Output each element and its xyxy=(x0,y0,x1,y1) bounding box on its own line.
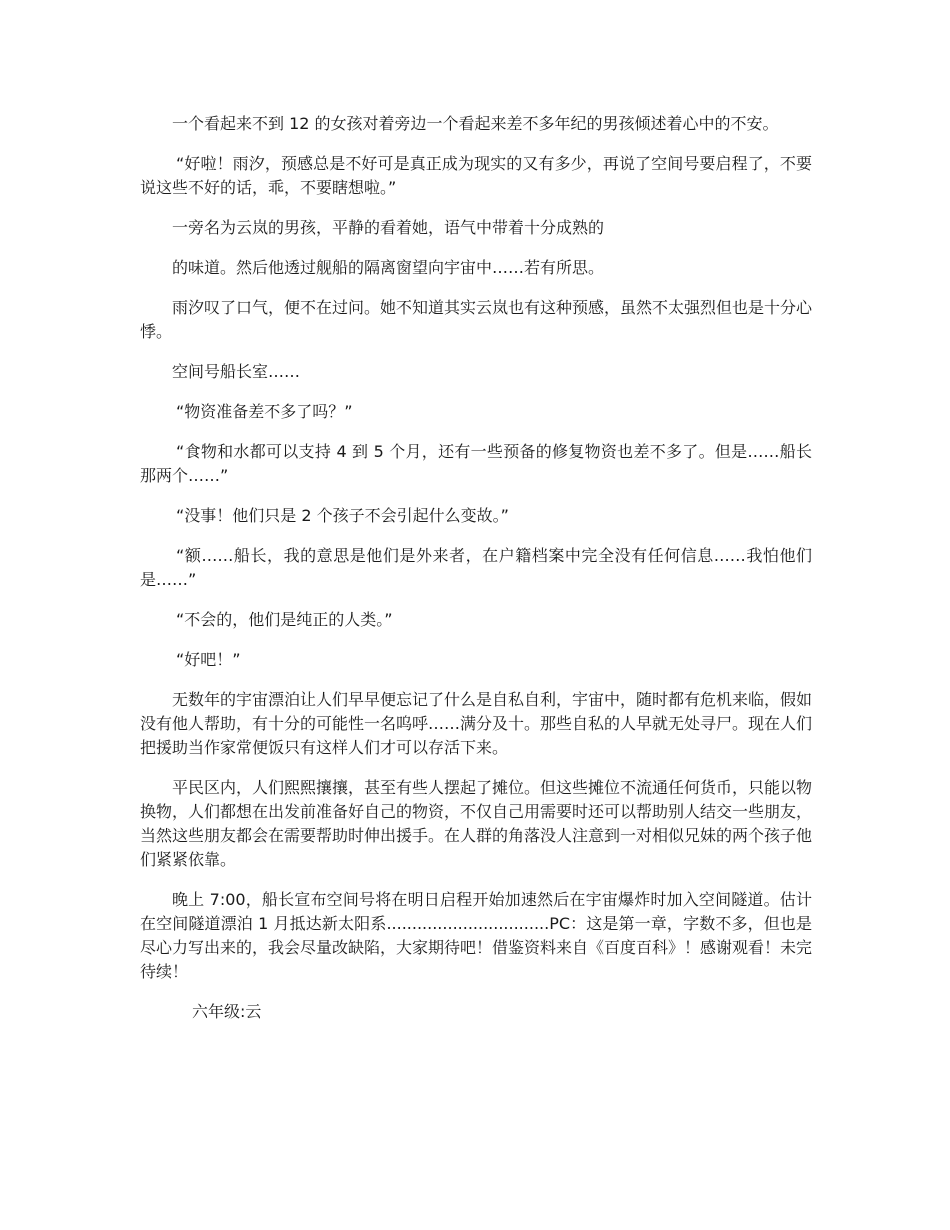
paragraph: “额……船长，我的意思是他们是外来者，在户籍档案中完全没有任何信息……我怕他们是……” xyxy=(140,546,812,589)
paragraph: 晚上 7:00，船长宣布空间号将在明日启程开始加速然后在宇宙爆炸时加入空间隧道。估计在空间隧道漂泊 1 月抵达新太阳系................................PC：这是第一章，字数不多，但也是尽心力写出来的，我会尽量改缺陷，大家期待吧！借鉴资料来自《百度百科》！感谢观看！未完待续！ xyxy=(140,890,813,981)
paragraph: “好吧！” xyxy=(176,650,241,669)
paragraph: “物资准备差不多了吗？” xyxy=(176,402,353,421)
paragraph: 雨汐叹了口气，便不在过问。她不知道其实云岚也有这种预感，虽然不太强烈但也是十分心悸。 xyxy=(140,298,813,341)
paragraph: 一旁名为云岚的男孩，平静的看着她，语气中带着十分成熟的 xyxy=(172,218,605,237)
paragraph: “没事！他们只是 2 个孩子不会引起什么变故。” xyxy=(176,506,509,525)
author-signature: 六年级:云 xyxy=(192,1002,262,1021)
paragraph: “好啦！雨汐，预感总是不好可是真正成为现实的又有多少，再说了空间号要启程了，不要说这些不好的话，乖，不要瞎想啦。” xyxy=(140,154,812,197)
paragraph: 无数年的宇宙漂泊让人们早早便忘记了什么是自私自利，宇宙中，随时都有危机来临，假如没有他人帮助，有十分的可能性一名呜呼……满分及十。那些自私的人早就无处寻尸。现在人们把援助当作家常便饭只有这样人们才可以存活下来。 xyxy=(140,690,813,757)
paragraph: 空间号船长室…… xyxy=(172,362,301,381)
paragraph: 平民区内，人们熙熙攘攘，甚至有些人摆起了摊位。但这些摊位不流通任何货币，只能以物换物，人们都想在出发前准备好自己的物资，不仅自己用需要时还可以帮助别人结交一些朋友，当然这些朋友都会在需要帮助时伸出援手。在人群的角落没人注意到一对相似兄妹的两个孩子他们紧紧依靠。 xyxy=(140,778,813,869)
paragraph: “不会的，他们是纯正的人类。” xyxy=(176,610,393,629)
paragraph: “食物和水都可以支持 4 到 5 个月，还有一些预备的修复物资也差不多了。但是……船长那两个……” xyxy=(140,442,812,485)
paragraph: 一个看起来不到 12 的女孩对着旁边一个看起来差不多年纪的男孩倾述着心中的不安。 xyxy=(172,114,779,133)
paragraph: 的味道。然后他透过舰船的隔离窗望向宇宙中……若有所思。 xyxy=(172,258,605,277)
story-text xyxy=(140,112,812,1024)
